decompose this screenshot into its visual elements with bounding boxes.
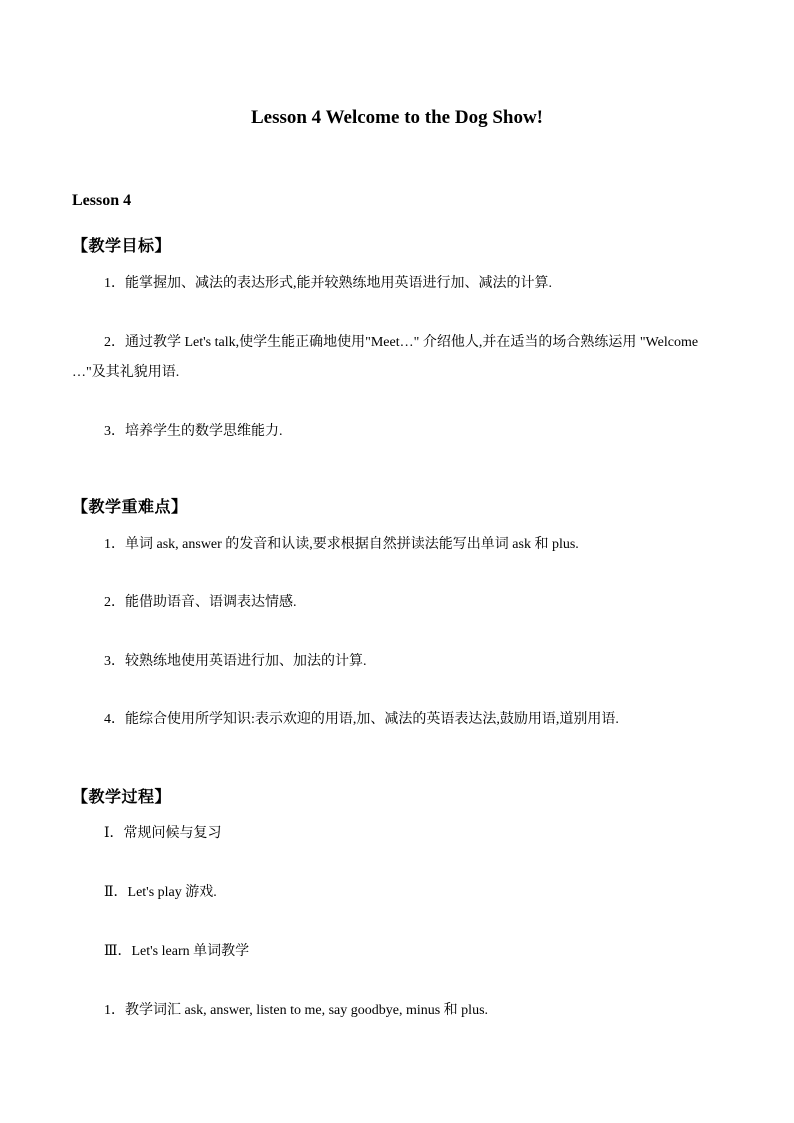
document-title: Lesson 4 Welcome to the Dog Show! (250, 107, 544, 128)
objectives-heading: 【教学目标】 (72, 238, 172, 255)
key-point-item-1: 1．单词 ask, answer 的发音和认读,要求根据自然拼读法能写出单词 ask 和 plus. (104, 537, 579, 552)
process-item-4: 1．教学词汇 ask, answer, listen to me, say goodbye, minus 和 plus. (104, 1003, 489, 1018)
objective-item-3: 3．培养学生的数学思维能力. (104, 424, 283, 439)
key-points-heading: 【教学重难点】 (72, 499, 188, 516)
key-point-item-4: 4．能综合使用所学知识:表示欢迎的用语,加、减法的英语表达法,鼓励用语,道别用语. (104, 712, 619, 727)
process-item-2: Ⅱ．Let's play 游戏. (104, 885, 217, 900)
key-point-item-3: 3．较熟练地使用英语进行加、加法的计算. (104, 654, 367, 669)
process-item-1: Ⅰ．常规问候与复习 (104, 826, 222, 841)
objective-item-2: 2．通过教学 Let's talk,使学生能正确地使用"Meet…" 介绍他人,并在适当的场合熟练运用 "Welcome …"及其礼貌用语. (72, 335, 699, 380)
process-heading: 【教学过程】 (72, 789, 172, 806)
process-item-3: Ⅲ．Let's learn 单词教学 (104, 944, 250, 959)
lesson-label: Lesson 4 (72, 192, 132, 209)
key-point-item-2: 2．能借助语音、语调表达情感. (104, 595, 297, 610)
objective-item-1: 1．能掌握加、减法的表达形式,能并较熟练地用英语进行加、减法的计算. (104, 276, 552, 291)
